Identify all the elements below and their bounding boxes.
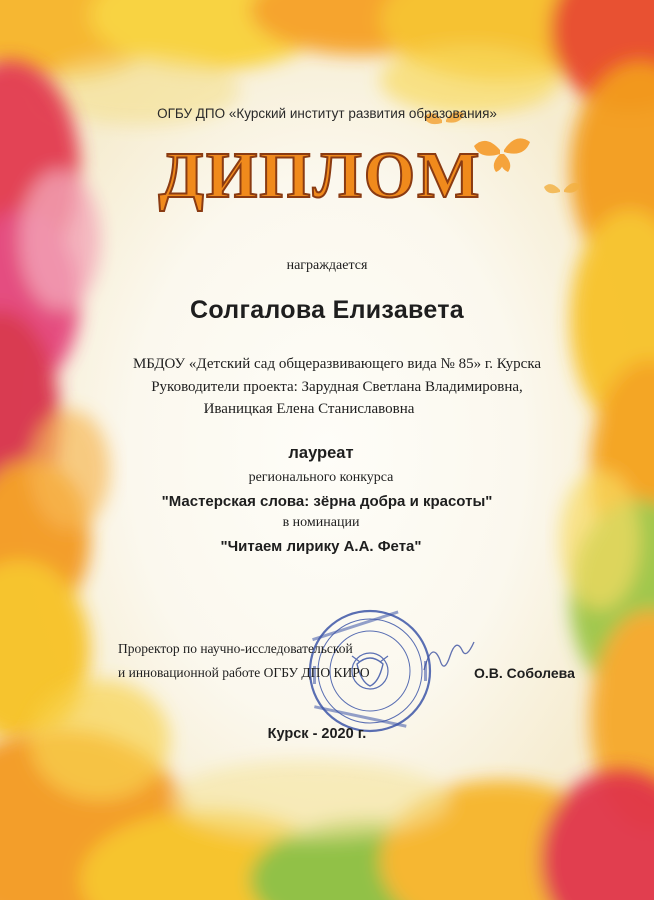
organization-name: ОГБУ ДПО «Курский институт развития образования» — [157, 106, 497, 121]
signatory-position-line2: и инновационной работе ОГБУ ДПО КИРО — [118, 665, 370, 680]
school-name: МБДОУ «Детский сад общеразвивающего вида № 85» г. Курска — [132, 356, 542, 372]
recipient-name: Солгалова Елизавета — [190, 296, 464, 324]
signatory-name: О.В. Соболева — [474, 665, 575, 681]
place-and-year: Курск - 2020 г. — [267, 726, 367, 742]
nomination-name: "Читаем лирику А.А. Фета" — [220, 538, 422, 555]
contest-name: "Мастерская слова: зёрна добра и красоты" — [161, 493, 493, 510]
diploma-title-text: ДИПЛОМ — [158, 139, 482, 212]
award-status: лауреат — [288, 444, 354, 462]
signature-scribble — [418, 630, 478, 685]
contest-type: регионального конкурса — [248, 470, 394, 485]
diploma-title — [150, 135, 490, 215]
nomination-label: в номинации — [282, 515, 360, 530]
project-leaders-line2: Иваницкая Елена Станиславовна — [203, 401, 415, 417]
awarded-label: награждается — [286, 258, 368, 273]
project-leaders-line1: Руководители проекта: Зарудная Светлана Владимировна, — [151, 379, 523, 395]
signatory-position-line1: Проректор по научно-исследовательской — [118, 641, 353, 656]
